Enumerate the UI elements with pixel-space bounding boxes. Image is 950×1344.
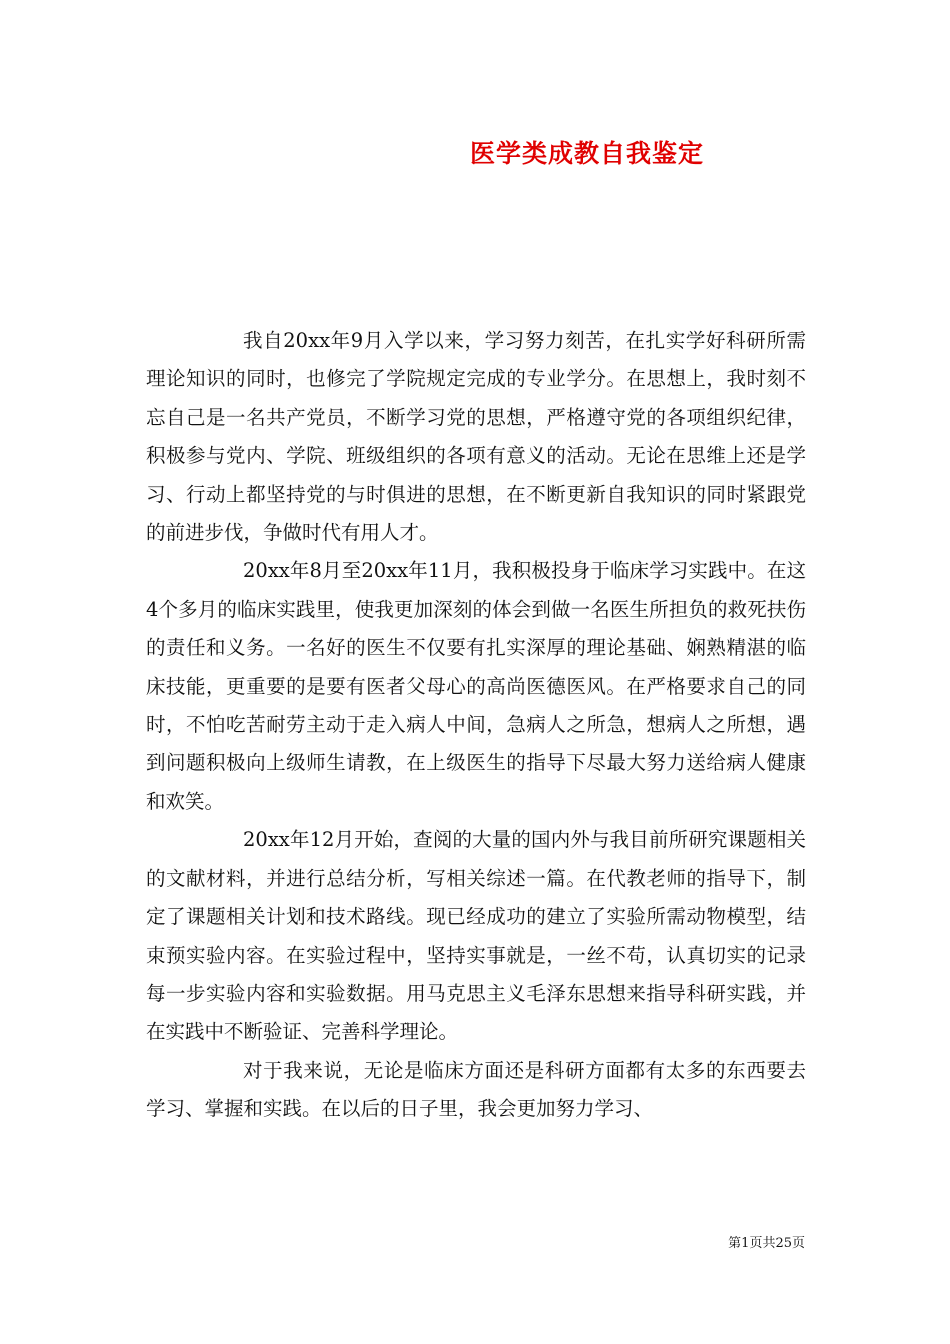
page-number-footer: 第1页共25页 <box>728 1236 805 1251</box>
paragraph-4: 对于我来说，无论是临床方面还是科研方面都有太多的东西要去学习、掌握和实践。在以后的日子里，我会更加努力学习、 <box>146 1058 806 1121</box>
paragraph-3: 20xx年12月开始，查阅的大量的国内外与我目前所研究课题相关的文献材料，并进行总结分析，写相关综述一篇。在代教老师的指导下，制定了课题相关计划和技术路线。现已经成功的建立了实验所需动物模型，结束预实验内容。在实验过程中，坚持实事就是，一丝不苟，认真切实的记录每一步实验内容和实验数据。用马克思主义毛泽东思想来指导科研实践，并在实践中不断验证、完善科学理论。 <box>146 828 806 1044</box>
paragraph-1: 我自20xx年9月入学以来，学习努力刻苦，在扎实学好科研所需理论知识的同时，也修完了学院规定完成的专业学分。在思想上，我时刻不忘自己是一名共产党员，不断学习党的思想，严格遵守党的各项组织纪律，积极参与党内、学院、班级组织的各项有意义的活动。无论在思维上还是学习、行动上都坚持党的与时俱进的思想，在不断更新自我知识的同时紧跟党的前进步伐，争做时代有用人才。 <box>146 329 806 545</box>
paragraph-2: 20xx年8月至20xx年11月，我积极投身于临床学习实践中。在这4个多月的临床实践里，使我更加深刻的体会到做一名医生所担负的救死扶伤的责任和义务。一名好的医生不仅要有扎实深厚的理论基础、娴熟精湛的临床技能，更重要的是要有医者父母心的高尚医德医风。在严格要求自己的同时，不怕吃苦耐劳主动于走入病人中间，急病人之所急，想病人之所想，遇到问题积极向上级师生请教，在上级医生的指导下尽最大努力送给病人健康和欢笑。 <box>146 559 806 813</box>
document-body <box>146 322 806 1129</box>
document-title: 医学类成教自我鉴定 <box>470 139 705 168</box>
